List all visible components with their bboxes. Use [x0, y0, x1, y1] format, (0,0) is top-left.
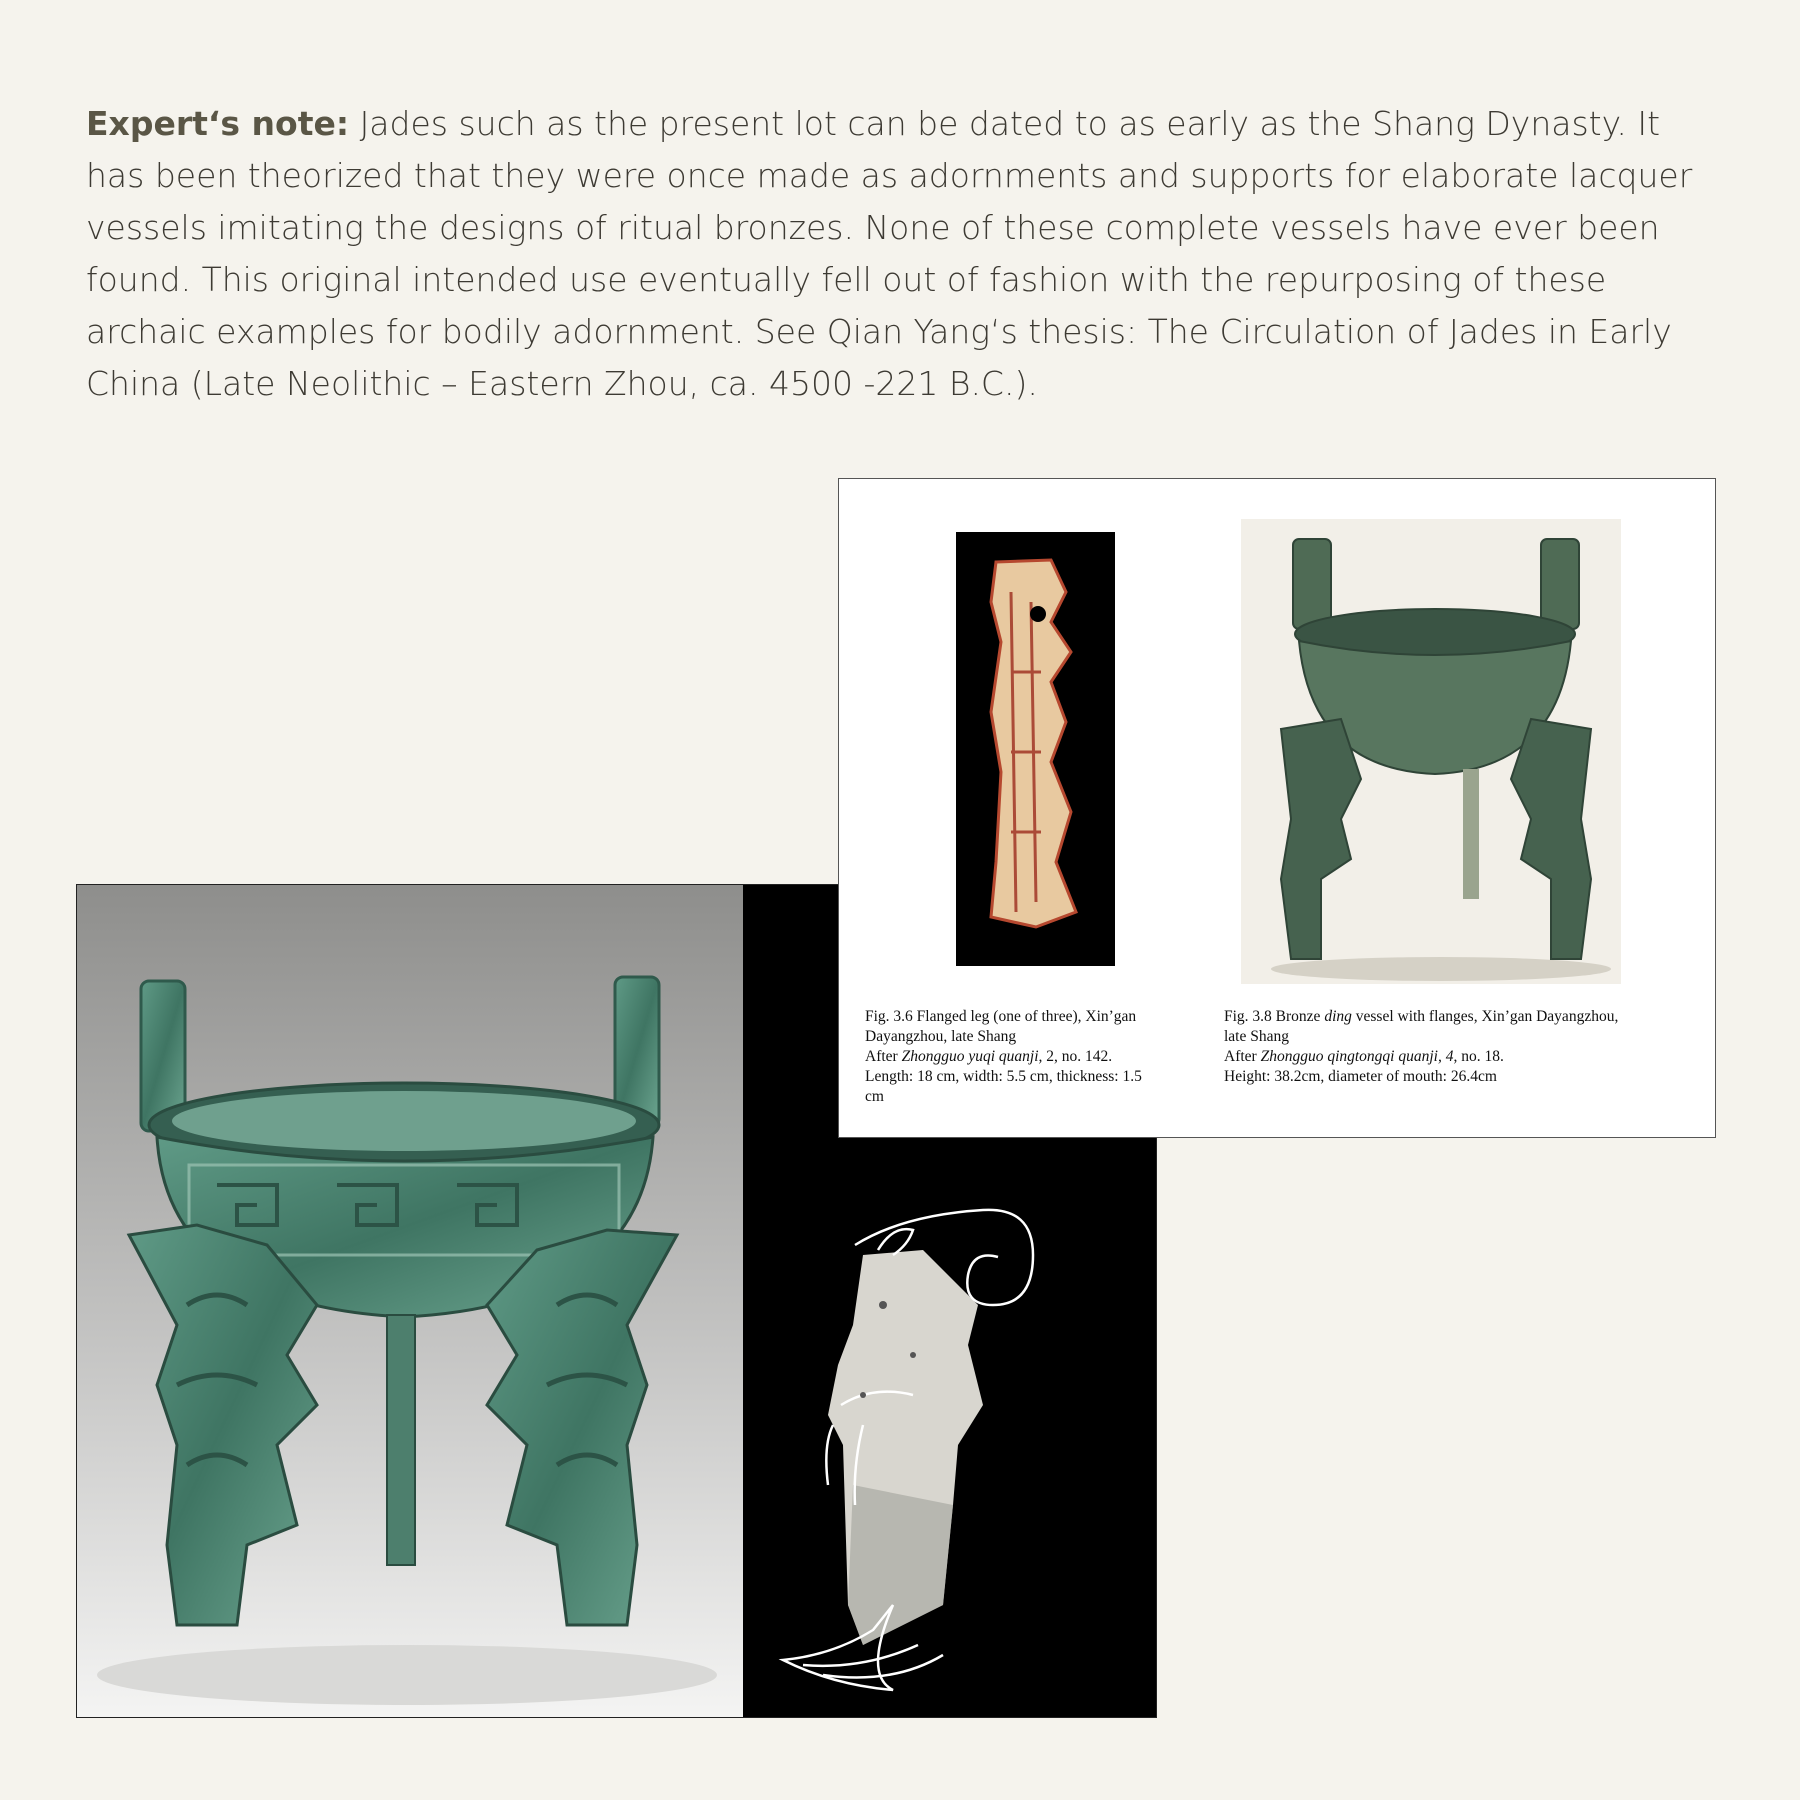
figure-comparison-panel — [838, 478, 1716, 1138]
caption-line: Fig. 3.6 Flanged leg (one of three), Xin’gan — [865, 1008, 1137, 1025]
caption-line: Length: 18 cm, width: 5.5 cm, thickness: 1.5 — [865, 1068, 1142, 1085]
caption-prefix: Fig. 3.8 Bronze — [1224, 1008, 1325, 1025]
caption-after-prefix: After — [865, 1048, 902, 1065]
caption-source-title: Zhongguo yuqi quanji, — [901, 1048, 1043, 1065]
bronze-ding-vessel-image — [1241, 519, 1621, 984]
figure-3-6-caption — [865, 1007, 1195, 1107]
caption-line: Dayangzhou, late Shang — [865, 1028, 1017, 1045]
caption-line: Height: 38.2cm, diameter of mouth: 26.4cm — [1224, 1068, 1497, 1085]
caption-after-suffix: , no. 18. — [1453, 1048, 1504, 1065]
experts-note-body: Jades such as the present lot can be dated to as early as the Shang Dynasty. It has been theorized that they were once made as adornments and supports for elaborate lacquer vessels imitating the designs of ritual bronzes. None of these complete vessels have ever been found. This original intended use eventually fell out of fashion with the repurposing of these archaic examples for bodily adornment. See Qian Yang‘s thesis: The Circulation of Jades in Early China (Late Neolithic – Eastern Zhou, ca. 4500 -221 B.C.). — [86, 104, 1693, 403]
caption-line — [1224, 1007, 1694, 1027]
caption-suffix: vessel with flanges, Xin’gan Dayangzhou, — [1351, 1008, 1619, 1025]
bronze-ding-vessel-photo — [77, 885, 743, 1717]
flanged-leg-image — [956, 532, 1115, 966]
caption-line — [865, 1047, 1195, 1067]
caption-source-title: Zhongguo qingtongqi quanji, 4 — [1260, 1048, 1454, 1065]
caption-after-suffix: 2, no. 142. — [1042, 1048, 1113, 1065]
experts-note — [86, 98, 1716, 410]
caption-line: cm — [865, 1088, 884, 1105]
caption-line: late Shang — [1224, 1028, 1289, 1045]
caption-after-prefix: After — [1224, 1048, 1261, 1065]
caption-italic-term: ding — [1324, 1008, 1352, 1025]
figure-3-8-caption — [1224, 1007, 1694, 1087]
caption-line — [1224, 1047, 1694, 1067]
experts-note-label: Expert‘s note: — [86, 104, 350, 143]
